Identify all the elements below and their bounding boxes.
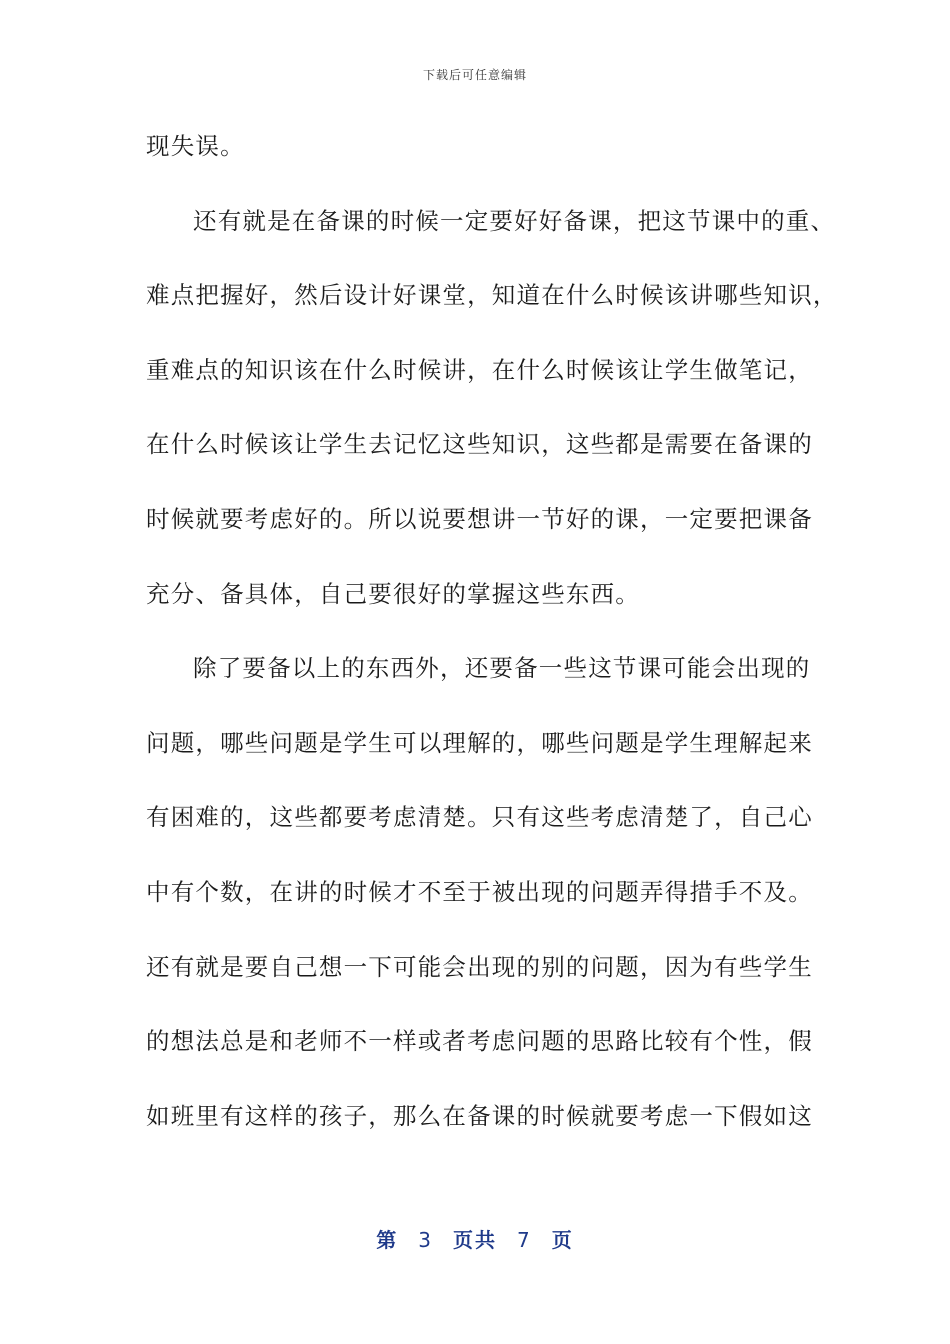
page-header: 下载后可任意编辑 (422, 68, 527, 82)
text-line: 中有个数，在讲的时候才不至于被出现的问题弄得措手不及。 (146, 877, 813, 906)
text-line: 还有就是要自己想一下可能会出现的别的问题，因为有些学生 (146, 952, 813, 981)
text-line: 时候就要考虑好的。所以说要想讲一节好的课，一定要把课备 (146, 504, 813, 533)
text-line: 在什么时候该让学生去记忆这些知识，这些都是需要在备课的 (146, 430, 813, 459)
text-line: 难点把握好，然后设计好课堂，知道在什么时候该讲哪些知识， (146, 281, 838, 310)
text-line: 的想法总是和老师不一样或者考虑问题的思路比较有个性，假 (146, 1027, 813, 1056)
footer-prefix: 第 (376, 1228, 399, 1252)
text-line: 还有就是在备课的时候一定要好好备课，把这节课中的重、 (193, 206, 836, 235)
total-pages-number: 7 (517, 1228, 532, 1252)
current-page-number: 3 (418, 1228, 433, 1252)
text-line: 重难点的知识该在什么时候讲，在什么时候该让学生做笔记， (146, 355, 813, 384)
page-footer (0, 1224, 950, 1253)
text-line: 有困难的，这些都要考虑清楚。只有这些考虑清楚了，自己心 (146, 803, 813, 832)
text-line: 现失误。 (146, 132, 245, 160)
text-line: 充分、备具体，自己要很好的掌握这些东西。 (146, 579, 640, 608)
text-line: 问题，哪些问题是学生可以理解的，哪些问题是学生理解起来 (146, 728, 813, 757)
footer-suffix: 页 (551, 1228, 574, 1252)
body-text (146, 124, 838, 1168)
text-line: 如班里有这样的孩子，那么在备课的时候就要考虑一下假如这 (146, 1101, 813, 1130)
text-line: 除了要备以上的东西外，还要备一些这节课可能会出现的 (193, 654, 811, 683)
footer-middle: 页共 (453, 1228, 497, 1252)
